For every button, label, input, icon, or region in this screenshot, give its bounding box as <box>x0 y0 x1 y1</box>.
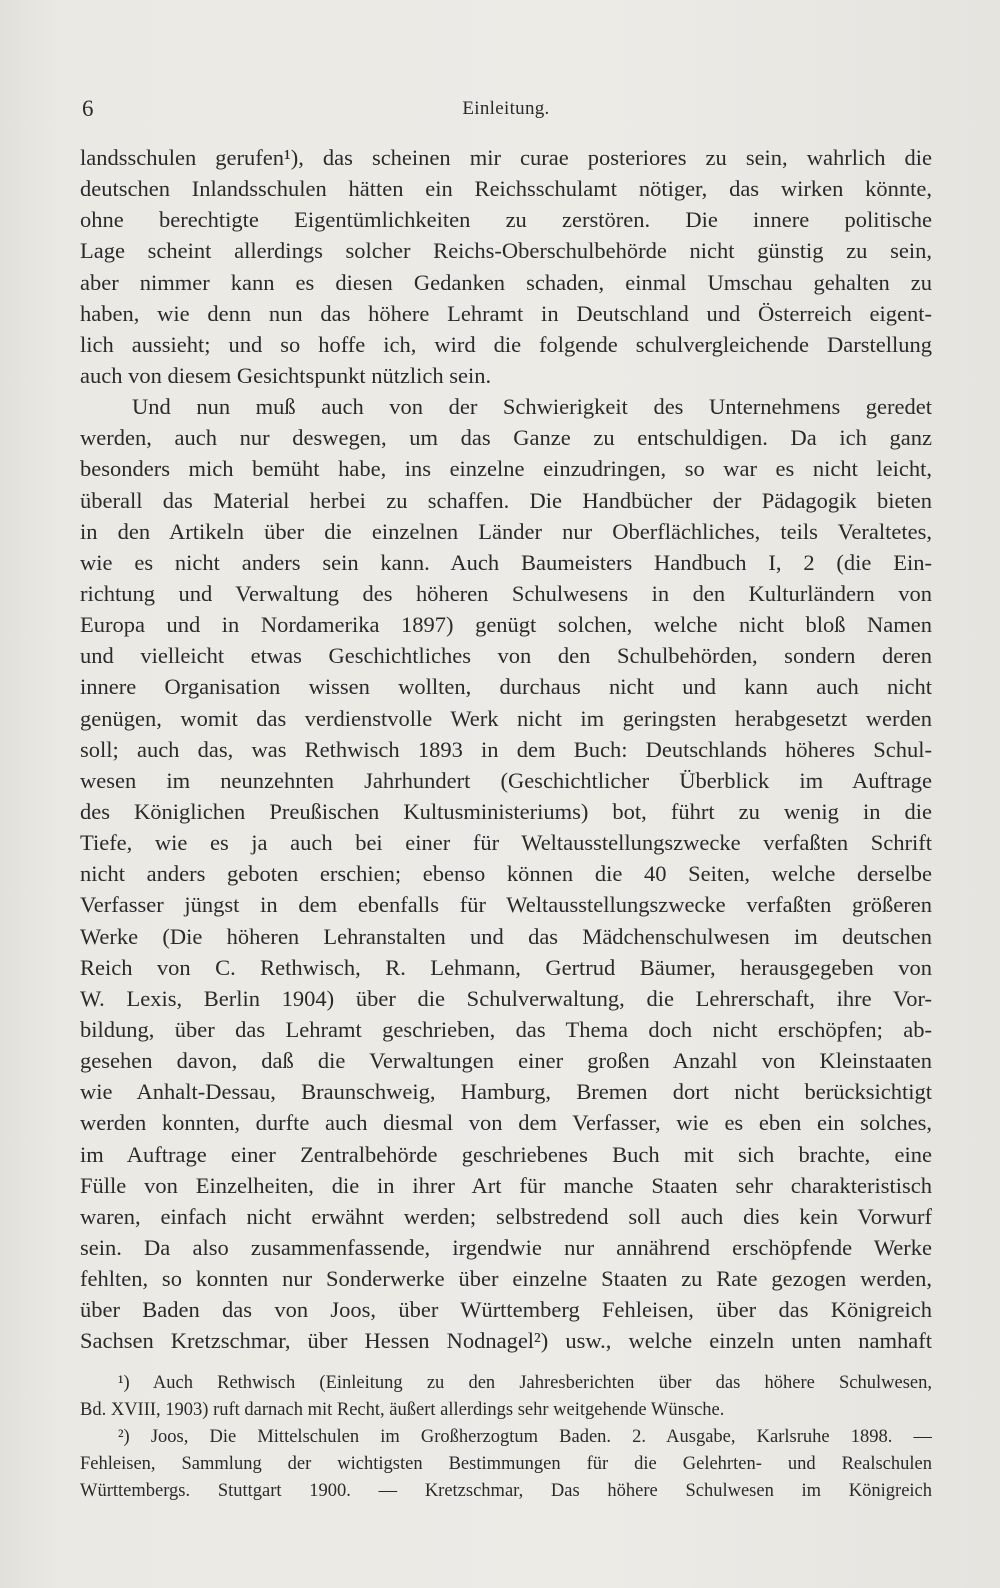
footnote-line: ¹) Auch Rethwisch (Einleitung zu den Jahresberichten über das höhere Schulwesen, <box>118 1373 932 1393</box>
text-line: wie es nicht anders sein kann. Auch Baumeisters Handbuch I, 2 (die Ein- <box>80 549 932 575</box>
text-line: Europa und in Nordamerika 1897) genügt solchen, welche nicht bloß Namen <box>80 612 932 638</box>
page-number: 6 <box>82 96 94 121</box>
footnote-line: Fehleisen, Sammlung der wichtigsten Bestimmungen für die Gelehrten- und Realschulen <box>80 1454 932 1474</box>
text-line: haben, wie denn nun das höhere Lehramt in Deutschland und Österreich eigent- <box>80 300 932 326</box>
text-line: richtung und Verwaltung des höheren Schulwesens in den Kulturländern von <box>80 580 932 606</box>
text-line: bildung, über das Lehramt geschrieben, das Thema doch nicht erschöpfen; ab- <box>80 1016 932 1042</box>
text-line: deutschen Inlandsschulen hätten ein Reichsschulamt nötiger, das wirken könnte, <box>80 176 932 202</box>
text-line: ohne berechtigte Eigentümlichkeiten zu zerstören. Die innere politische <box>80 207 932 233</box>
text-line: des Königlichen Preußischen Kultusministeriums) bot, führt zu wenig in die <box>80 798 932 824</box>
text-line: Fülle von Einzelheiten, die in ihrer Art für manche Staaten sehr charakteristisch <box>80 1172 932 1198</box>
body-text <box>80 142 932 1356</box>
text-line: wesen im neunzehnten Jahrhundert (Geschichtlicher Überblick im Auftrage <box>80 767 932 793</box>
text-line: überall das Material herbei zu schaffen. Die Handbücher der Pädagogik bieten <box>80 487 932 513</box>
text-line: gesehen davon, daß die Verwaltungen einer großen Anzahl von Kleinstaaten <box>80 1048 932 1074</box>
text-line: innere Organisation wissen wollten, durchaus nicht und kann auch nicht <box>80 674 932 700</box>
text-line: werden konnten, durfte auch diesmal von dem Verfasser, wie es eben ein solches, <box>80 1110 932 1136</box>
text-line: im Auftrage einer Zentralbehörde geschriebenes Buch mit sich brachte, eine <box>80 1141 932 1167</box>
running-head: Einleitung. <box>462 98 550 119</box>
text-line: nicht anders geboten erschien; ebenso können die 40 Seiten, welche derselbe <box>80 861 932 887</box>
text-line: lich aussieht; und so hoffe ich, wird die folgende schulvergleichende Darstellung <box>80 331 932 357</box>
page-header <box>82 96 930 126</box>
text-line: über Baden das von Joos, über Württemberg Fehleisen, über das Königreich <box>80 1297 932 1323</box>
text-line: Sachsen Kretzschmar, über Hessen Nodnagel²) usw., welche einzeln unten namhaft <box>80 1328 932 1354</box>
text-line: landsschulen gerufen¹), das scheinen mir curae posteriores zu sein, wahrlich die <box>80 145 932 170</box>
text-line: wie Anhalt-Dessau, Braunschweig, Hamburg, Bremen dort nicht berücksichtigt <box>80 1079 932 1105</box>
footnote-line: Württembergs. Stuttgart 1900. — Kretzschmar, Das höhere Schulwesen im Königreich <box>80 1481 932 1501</box>
text-line: genügen, womit das verdienstvolle Werk nicht im geringsten herabgesetzt werden <box>80 705 932 731</box>
text-line: Und nun muß auch von der Schwierigkeit des Unternehmens geredet <box>132 394 932 420</box>
text-line: auch von diesem Gesichtspunkt nützlich sein. <box>80 362 492 388</box>
text-line: Reich von C. Rethwisch, R. Lehmann, Gertrud Bäumer, herausgegeben von <box>80 954 932 980</box>
text-line: fehlten, so konnten nur Sonderwerke über einzelne Staaten zu Rate gezogen werden, <box>80 1266 932 1292</box>
text-line: Tiefe, wie es ja auch bei einer für Weltausstellungszwecke verfaßten Schrift <box>80 830 932 856</box>
text-line: Verfasser jüngst in dem ebenfalls für Weltausstellungszwecke verfaßten größeren <box>80 892 932 918</box>
text-line: werden, auch nur deswegen, um das Ganze zu entschuldigen. Da ich ganz <box>80 425 932 451</box>
text-line: und vielleicht etwas Geschichtliches von den Schulbehörden, sondern deren <box>80 643 932 669</box>
footnotes <box>80 1370 932 1505</box>
text-line: sein. Da also zusammenfassende, irgendwie nur annährend erschöpfende Werke <box>80 1234 932 1260</box>
text-line: Lage scheint allerdings solcher Reichs-Oberschulbehörde nicht günstig zu sein, <box>80 238 932 264</box>
text-line: aber nimmer kann es diesen Gedanken schaden, einmal Umschau gehalten zu <box>80 269 932 295</box>
footnote-line: ²) Joos, Die Mittelschulen im Großherzogtum Baden. 2. Ausgabe, Karlsruhe 1898. — <box>118 1427 932 1447</box>
text-line: soll; auch das, was Rethwisch 1893 in dem Buch: Deutschlands höheres Schul- <box>80 736 932 762</box>
text-line: besonders mich bemüht habe, ins einzelne einzudringen, so war es nicht leicht, <box>80 456 932 482</box>
text-line: Werke (Die höheren Lehranstalten und das Mädchenschulwesen im deutschen <box>80 923 932 949</box>
text-line: waren, einfach nicht erwähnt werden; selbstredend soll auch dies kein Vorwurf <box>80 1203 932 1229</box>
footnote-line: Bd. XVIII, 1903) ruft darnach mit Recht, äußert allerdings sehr weitgehende Wünsche. <box>80 1400 725 1420</box>
text-line: W. Lexis, Berlin 1904) über die Schulverwaltung, die Lehrerschaft, ihre Vor- <box>80 985 932 1011</box>
text-line: in den Artikeln über die einzelnen Länder nur Oberflächliches, teils Veraltetes, <box>80 518 932 544</box>
